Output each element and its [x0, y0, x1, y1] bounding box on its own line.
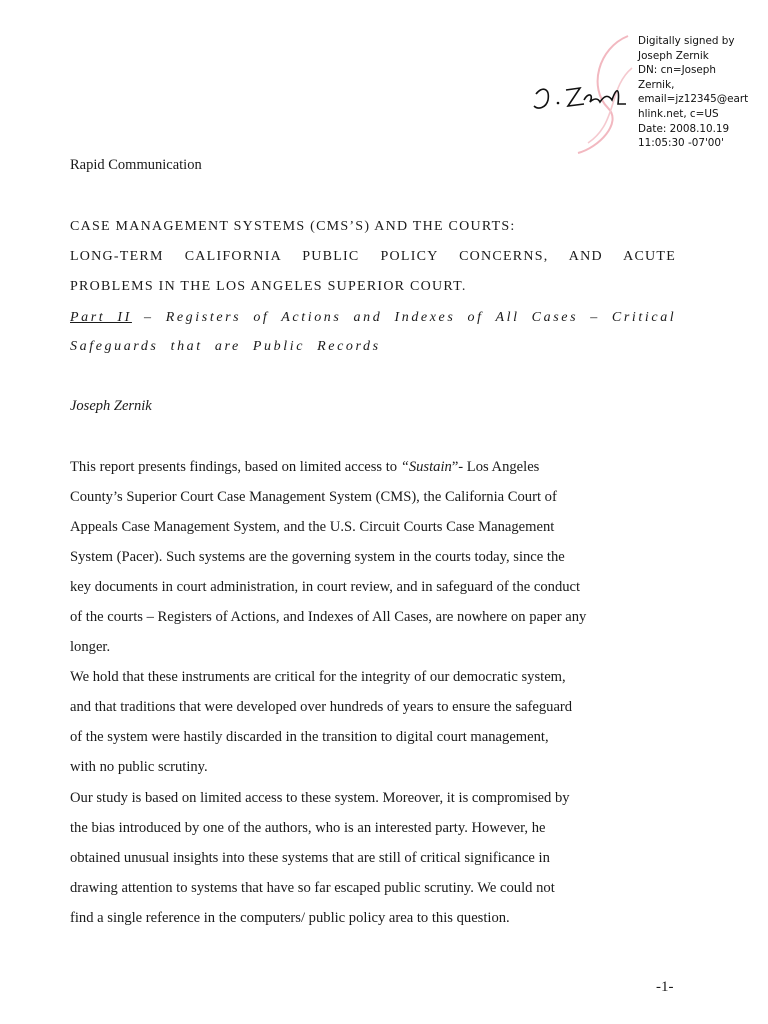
signature-details [638, 34, 764, 151]
body-line: County’s Superior Court Case Management System (CMS), the California Court of [70, 489, 557, 505]
body-line: of the system were hastily discarded in the transition to digital court management, [70, 729, 549, 745]
subtitle-rest: – Registers of Actions and Indexes of All Cases – Critical [131, 310, 677, 325]
body-line: longer. [70, 639, 111, 655]
subtitle-line [70, 310, 676, 326]
body-line [70, 459, 539, 476]
body-line: find a single reference in the computers/ public policy area to this question. [70, 910, 510, 926]
body-line: obtained unusual insights into these systems that are still of critical significance in [70, 850, 550, 866]
body-line: of the courts – Registers of Actions, and Indexes of All Cases, are nowhere on paper any [70, 609, 587, 625]
signature-line: Joseph Zernik [638, 49, 709, 62]
title-line: PROBLEMS IN THE LOS ANGELES SUPERIOR COURT. [70, 279, 467, 294]
system-name: “Sustain [400, 459, 452, 475]
document-label: Rapid Communication [70, 157, 202, 173]
body-line: Our study is based on limited access to these system. Moreover, it is compromised by [70, 790, 570, 806]
signature-line: Zernik, [638, 78, 675, 91]
signature-line: Digitally signed by [638, 35, 735, 47]
body-text: ”- Los Angeles [451, 459, 540, 475]
signature-line: hlink.net, c=US [638, 107, 719, 120]
body-line: the bias introduced by one of the authors, who is an interested party. However, he [70, 820, 546, 836]
title-line: CASE MANAGEMENT SYSTEMS (CMS’S) AND THE COURTS: [70, 219, 516, 234]
digital-signature-block [528, 28, 764, 160]
body-line: with no public scrutiny. [70, 759, 208, 775]
signature-line: Date: 2008.10.19 [638, 122, 730, 135]
subtitle-part: Part II [70, 310, 132, 325]
body-line: drawing attention to systems that have so far escaped public scrutiny. We could not [70, 880, 555, 896]
body-text: This report presents findings, based on limited access to [70, 459, 401, 475]
signature-line: DN: cn=Joseph [638, 64, 716, 77]
body-line: key documents in court administration, in court review, and in safeguard of the conduct [70, 579, 581, 595]
title-line: LONG-TERM CALIFORNIA PUBLIC POLICY CONCERNS, AND ACUTE [70, 249, 676, 264]
page-number: -1- [656, 979, 674, 995]
author-name: Joseph Zernik [70, 398, 152, 414]
signature-line: 11:05:30 -07'00' [638, 137, 724, 150]
subtitle-line: Safeguards that are Public Records [70, 339, 381, 354]
body-line: and that traditions that were developed over hundreds of years to ensure the safeguard [70, 699, 573, 715]
body-line: System (Pacer). Such systems are the governing system in the courts today, since the [70, 549, 565, 565]
signature-line: email=jz12345@eart [638, 93, 749, 106]
body-line: Appeals Case Management System, and the U.S. Circuit Courts Case Management [70, 519, 555, 535]
signature-image [528, 28, 638, 160]
body-line: We hold that these instruments are critical for the integrity of our democratic system, [70, 669, 566, 685]
